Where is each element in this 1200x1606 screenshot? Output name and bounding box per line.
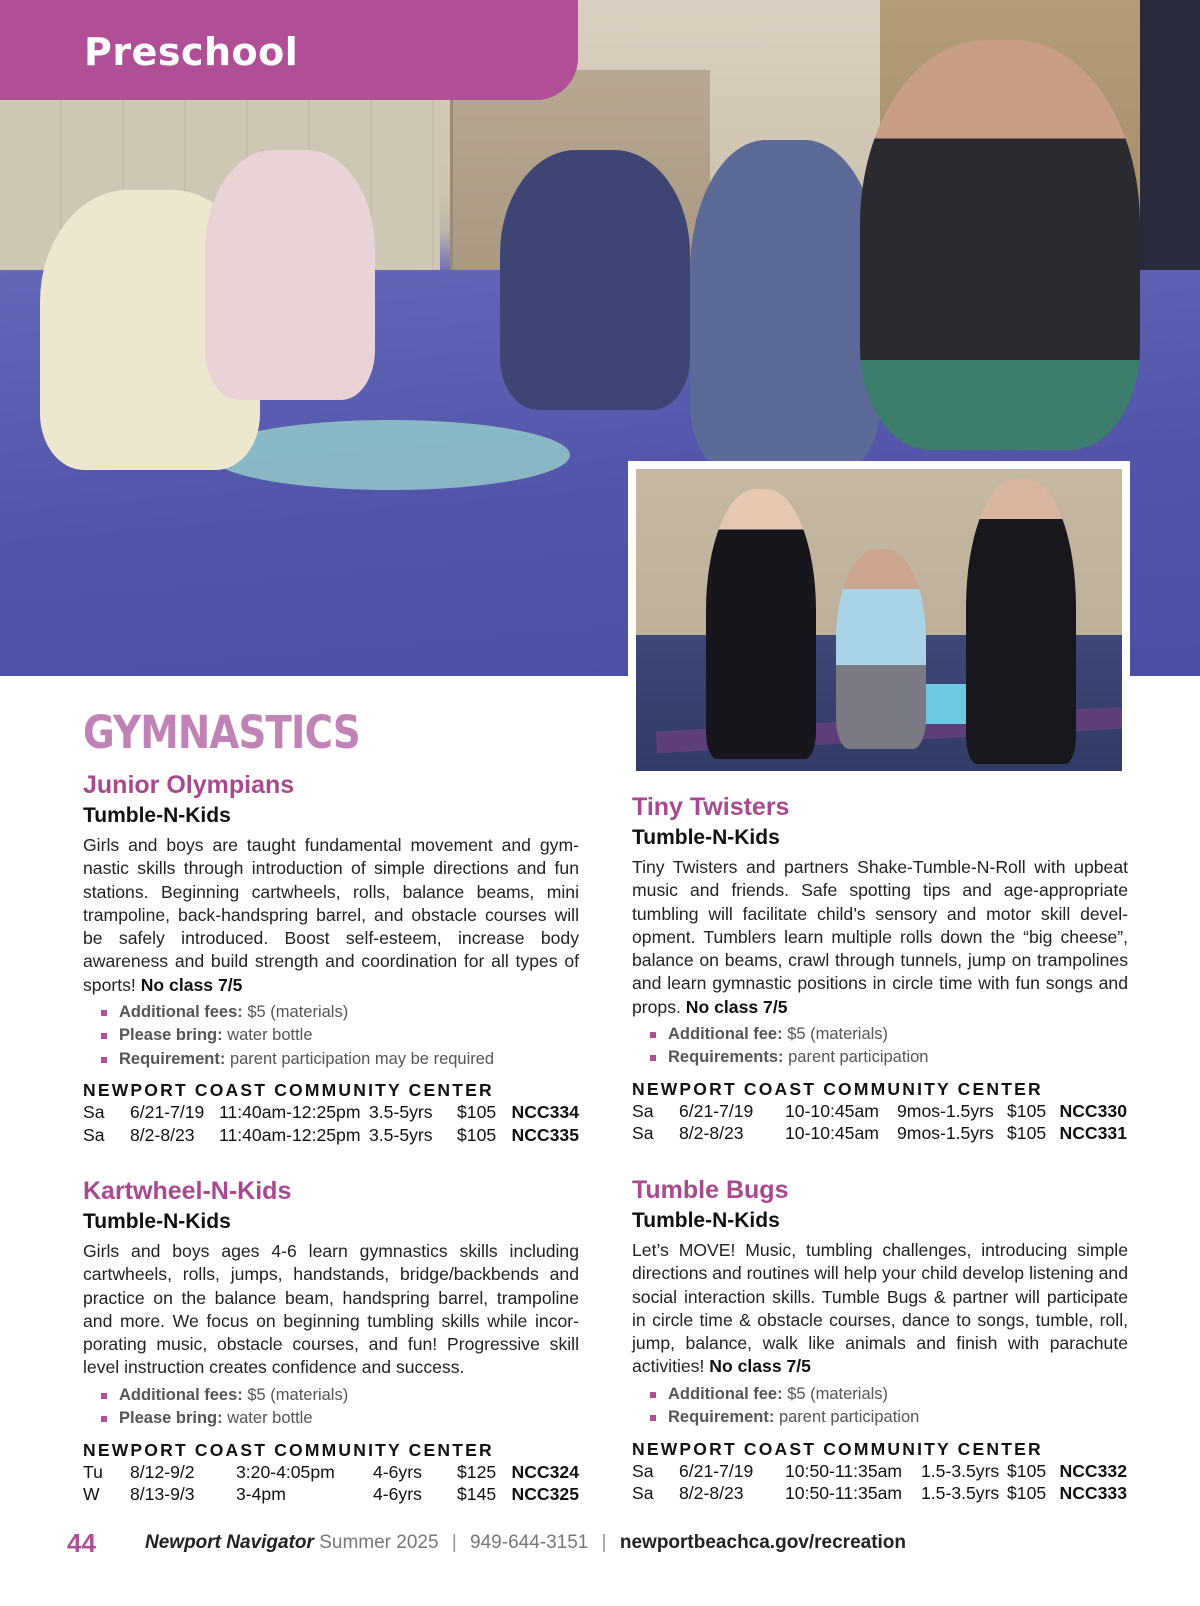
- program-description: Girls and boys ages 4-6 learn gymnastics skills including cartwheels, rolls, jumps, handstands, bridge/backbends and practice on the balance beam, handspring barrel, trampoline and more. We focus on beginning tumbling skills while incorporating music, obstacle courses, and fun! Progressive skill level instruction creates confidence and success.: [83, 1241, 579, 1378]
- schedule-table: [83, 1461, 579, 1506]
- footer-publication: Newport Navigator Summer 2025 | 949-644-3151 | newportbeachca.gov/recreation: [145, 1532, 907, 1553]
- note-item: Additional fee: $5 (materials): [650, 1383, 1128, 1406]
- program-description: Tiny Twisters and partners Shake-Tumble-N-Roll with upbeat music and friends. Safe spotting tips and age-appropriate tumbling will facilitate child’s sensory and motor skill development. Tumblers learn multiple rolls down the “big cheese”, balance on beams, crawl through tunnels, jump on trampolines and learn gymnastic positions in circle time with fun songs and props. No class 7/5: [632, 857, 1128, 1017]
- table-row: Tu 8/12-9/2 3:20-4:05pm 4-6yrs $125 NCC324: [83, 1461, 579, 1482]
- season: Summer 2025: [319, 1532, 439, 1553]
- phone-number: 949-644-3151: [470, 1532, 589, 1553]
- program-tumble-bugs: [632, 1175, 1128, 1505]
- inset-photo: [628, 461, 1130, 779]
- table-row: Sa 6/21-7/19 10-10:45am 9mos-1.5yrs $105 NCC330: [632, 1100, 1127, 1121]
- program-tiny-twisters: [632, 792, 1128, 1145]
- section-header-tab: [0, 0, 578, 100]
- table-row: W 8/13-9/3 3-4pm 4-6yrs $145 NCC325: [83, 1484, 579, 1505]
- table-row: Sa 6/21-7/19 10:50-11:35am 1.5-3.5yrs $105 NCC332: [632, 1460, 1127, 1481]
- table-row: Sa 8/2-8/23 11:40am-12:25pm 3.5-5yrs $105 NCC335: [83, 1124, 579, 1145]
- program-description: Let’s MOVE! Music, tumbling challenges, introducing simple directions and routines will help your child develop listening and social interaction skills. Tumble Bugs & partner will participate in circle time & obstacle courses, dance to songs, tumble, roll, jump, balance, walk like animals and finish with parachute activities! No class 7/5: [632, 1240, 1128, 1377]
- program-provider: Tumble-N-Kids: [83, 804, 231, 827]
- note-item: Requirement: parent participation may be required: [101, 1048, 579, 1071]
- table-row: Sa 8/2-8/23 10-10:45am 9mos-1.5yrs $105 NCC331: [632, 1123, 1127, 1144]
- page-number: 44: [67, 1528, 96, 1558]
- program-title: Kartwheel-N-Kids: [83, 1177, 292, 1205]
- note-item: Additional fees: $5 (materials): [101, 1384, 579, 1407]
- table-row: Sa 6/21-7/19 11:40am-12:25pm 3.5-5yrs $105 NCC334: [83, 1102, 579, 1123]
- program-provider: Tumble-N-Kids: [83, 1210, 231, 1233]
- program-title: Tumble Bugs: [632, 1176, 789, 1204]
- program-title: Tiny Twisters: [632, 793, 790, 821]
- location-name: NEWPORT COAST COMMUNITY CENTER: [83, 1080, 494, 1101]
- schedule-table: [632, 1100, 1127, 1145]
- location-name: NEWPORT COAST COMMUNITY CENTER: [83, 1439, 494, 1460]
- section-header-title: Preschool: [84, 30, 299, 74]
- program-notes: [650, 1383, 1128, 1430]
- note-item: Please bring: water bottle: [101, 1407, 579, 1430]
- schedule-table: [632, 1460, 1127, 1505]
- website-link[interactable]: newportbeachca.gov/recreation: [619, 1532, 907, 1553]
- note-item: Additional fees: $5 (materials): [101, 1001, 579, 1024]
- note-item: Requirement: parent participation: [650, 1406, 1128, 1429]
- magazine-name: Newport Navigator: [145, 1532, 314, 1553]
- note-item: Requirements: parent participation: [650, 1046, 1128, 1069]
- schedule-table: [83, 1101, 579, 1146]
- note-item: Please bring: water bottle: [101, 1024, 579, 1047]
- page-footer: [67, 1528, 1147, 1562]
- program-notes: [101, 1384, 579, 1431]
- location-name: NEWPORT COAST COMMUNITY CENTER: [632, 1078, 1043, 1099]
- no-class-note: No class 7/5: [140, 974, 243, 995]
- program-notes: [650, 1023, 1128, 1070]
- program-description: Girls and boys are taught fundamental movement and gymnastic skills through introduction of simple directions and fun stations. Beginning cartwheels, rolls, balance beams, mini trampoline, back-handspring barrel, and obstacle courses will be safely introduced. Boost self-esteem, increase body awareness and build strength and coordination for all types of sports! No class 7/5: [83, 835, 579, 995]
- program-kartwheel-n-kids: [83, 1176, 579, 1506]
- program-notes: [101, 1001, 579, 1071]
- location-name: NEWPORT COAST COMMUNITY CENTER: [632, 1438, 1043, 1459]
- program-provider: Tumble-N-Kids: [632, 1209, 780, 1232]
- note-item: Additional fee: $5 (materials): [650, 1023, 1128, 1046]
- program-junior-olympians: [83, 770, 579, 1146]
- no-class-note: No class 7/5: [709, 1356, 811, 1377]
- program-provider: Tumble-N-Kids: [632, 826, 780, 849]
- no-class-note: No class 7/5: [685, 996, 788, 1017]
- table-row: Sa 8/2-8/23 10:50-11:35am 1.5-3.5yrs $105 NCC333: [632, 1483, 1127, 1504]
- program-title: Junior Olympians: [83, 771, 295, 799]
- section-title: GYMNASTICS: [83, 706, 360, 759]
